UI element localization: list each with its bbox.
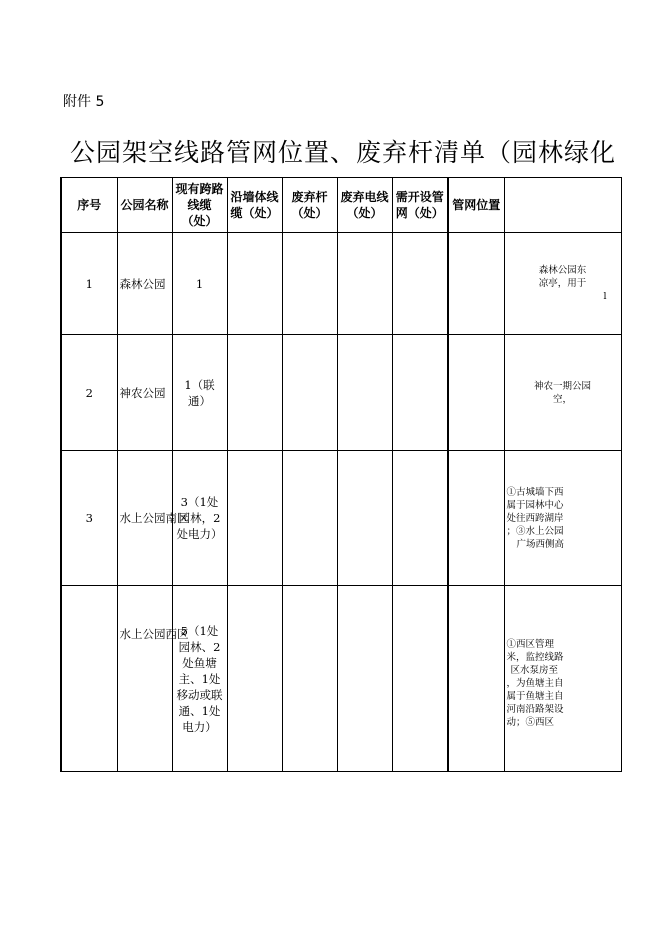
cell-new-pipe-network: [392, 335, 448, 451]
header-pipe-location: 管网位置: [448, 178, 504, 233]
cell-pipe-location: [448, 586, 504, 772]
table-row: [61, 451, 621, 586]
cell-park-name: 水上公园南区: [117, 451, 172, 586]
cell-abandoned-poles: [282, 233, 337, 335]
page-title: 公园架空线路管网位置、废弃杆清单（园林绿化: [70, 138, 617, 167]
cell-pipe-location: [448, 335, 504, 451]
cell-seq: 3: [61, 451, 117, 586]
header-abandoned-wires: 废弃电线（处）: [337, 178, 392, 233]
cell-new-pipe-network: [392, 451, 448, 586]
cell-description: ①古城墙下西 属于园林中心 处往西跨湖岸 ；③水上公园 广场西侧高: [504, 451, 621, 586]
cell-new-pipe-network: [392, 586, 448, 772]
cell-pipe-location: [448, 451, 504, 586]
header-abandoned-poles: 废弃杆（处）: [282, 178, 337, 233]
header-description: [504, 178, 621, 233]
cell-seq: 2: [61, 335, 117, 451]
header-park-name: 公园名称: [117, 178, 172, 233]
cell-description: 森林公园东 凉亭，用于 l: [504, 233, 621, 335]
list-table-viewport: [60, 177, 607, 734]
cell-cross-cables: 1: [172, 233, 227, 335]
table-row: [61, 233, 621, 335]
cell-park-name: 森林公园: [117, 233, 172, 335]
table-row: [61, 586, 621, 772]
cell-new-pipe-network: [392, 233, 448, 335]
cell-wall-cables: [227, 335, 282, 451]
cell-cross-cables: 1（联通）: [172, 335, 227, 451]
cell-abandoned-poles: [282, 451, 337, 586]
header-new-pipe-network: 需开设管网（处）: [392, 178, 448, 233]
attachment-label: 附件 5: [63, 94, 105, 110]
cell-wall-cables: [227, 451, 282, 586]
cell-abandoned-wires: [337, 586, 392, 772]
cell-abandoned-wires: [337, 233, 392, 335]
cell-cross-cables: 5（1处园林、2处鱼塘主、1处移动或联通、1处电力）: [172, 586, 227, 772]
cell-wall-cables: [227, 586, 282, 772]
list-table: [60, 177, 622, 772]
title-container: [70, 133, 617, 169]
cell-description: ①西区管理 米，监控线路 区水泵房至 ，为鱼塘主自 属于鱼塘主自 河南沿路架设 动；⑤西区: [504, 586, 621, 772]
cell-park-name: 水上公园西区: [117, 586, 172, 772]
cell-abandoned-wires: [337, 335, 392, 451]
cell-seq: [61, 586, 117, 772]
table-row: [61, 335, 621, 451]
header-wall-cables: 沿墙体线缆（处）: [227, 178, 282, 233]
cell-seq: 1: [61, 233, 117, 335]
header-cross-cables: 现有跨路线缆（处）: [172, 178, 227, 233]
cell-wall-cables: [227, 233, 282, 335]
cell-description: 神农一期公园 空，: [504, 335, 621, 451]
cell-park-name: 神农公园: [117, 335, 172, 451]
cell-abandoned-poles: [282, 586, 337, 772]
cell-abandoned-poles: [282, 335, 337, 451]
cell-cross-cables: 3（1处园林，2处电力）: [172, 451, 227, 586]
cell-abandoned-wires: [337, 451, 392, 586]
header-seq: 序号: [61, 178, 117, 233]
cell-pipe-location: [448, 233, 504, 335]
table-header-row: [61, 178, 621, 233]
